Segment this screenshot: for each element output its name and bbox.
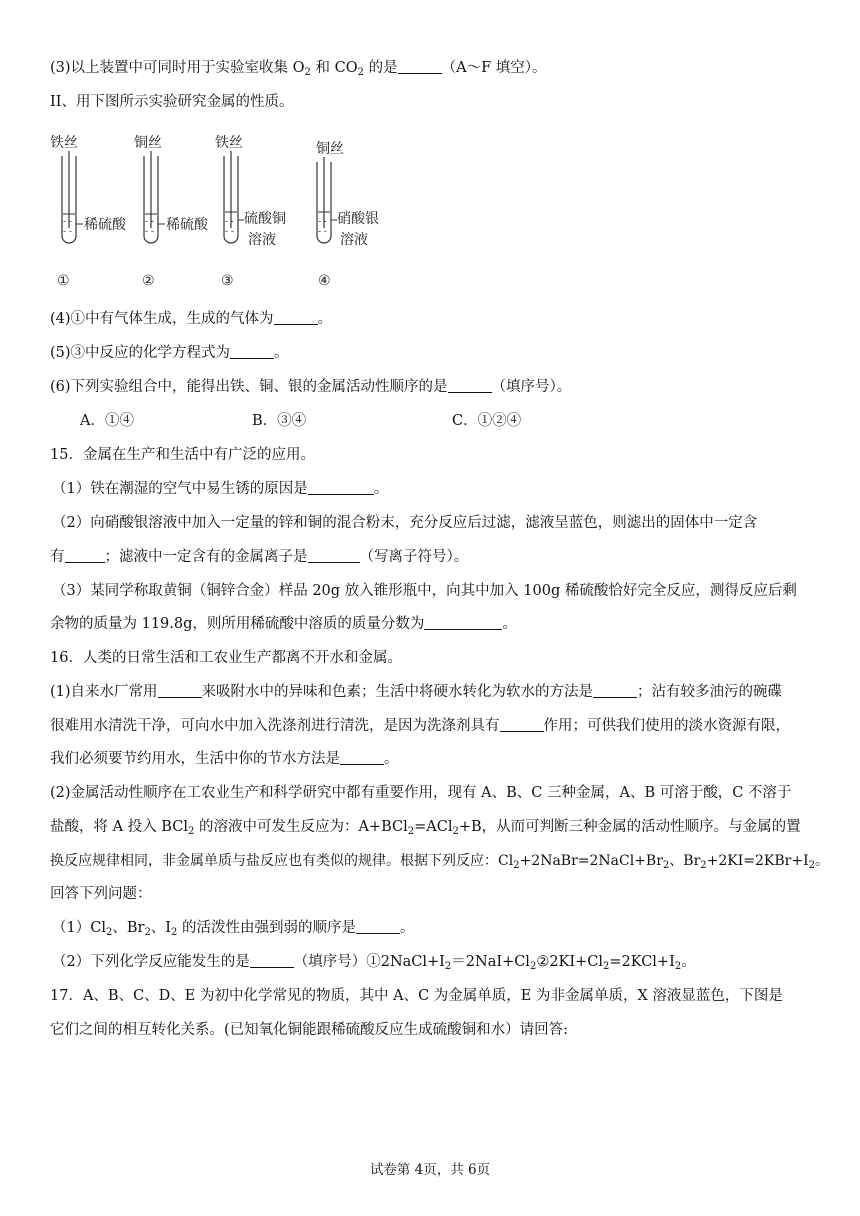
q6-line: (6)下列实验组合中，能得出铁、铜、银的金属活动性顺序的是 （填序号）。 [50,379,572,395]
svg-text:- -: - - [145,227,154,237]
page-footer: 试卷第 4页，共 6页 [369,1162,491,1178]
part2-heading: II、用下图所示实验研究金属的性质。 [50,94,294,110]
answer-blank[interactable] [500,717,544,732]
q6-option-a: A．①④ [80,413,134,429]
q16-line3: 我们必须要节约用水，生活中你的节水方法是 。 [50,751,399,767]
answer-blank[interactable] [274,310,318,325]
tube-3-solution-label: 硫酸铜 [244,211,286,227]
tube-3-wire-label: 铁丝 [215,135,243,151]
tube-2-number: ② [142,273,155,289]
answer-blank[interactable] [593,683,637,698]
test-tube-4 [316,140,379,289]
svg-text:- -: - - [63,217,72,227]
q3-line: (3)以上装置中可同时用于实验室收集 $O_2$ 和 $CO_2$ 的是 （A～F 填空）。 [50,60,547,78]
q6-option-c: C．①②④ [452,413,522,429]
answer-blank[interactable] [308,548,360,563]
q15-part2-line1: （2）向硝酸银溶液中加入一定量的锌和铜的混合粉末，充分反应后过滤，滤液呈蓝色，则滤出的固体中一定含 [52,515,758,531]
svg-text:- -: - - [225,217,234,227]
answer-blank[interactable] [230,344,274,359]
q16-line7: 回答下列问题： [50,886,152,902]
tube-1-number: ① [57,273,70,289]
svg-text:- -: - - [145,217,154,227]
answer-blank[interactable] [398,59,442,74]
svg-text:- -: - - [318,227,327,237]
q15-stem: 15．金属在生产和生活中有广泛的应用。 [50,447,315,463]
q16-line9: （2）下列化学反应能发生的是 （填序号）$①2NaCl+I_2=2NaI+Cl_2②2KI+Cl_2=2KCl+I_2$。 [52,954,696,972]
tube-4-solution-label-2: 溶液 [340,232,368,248]
test-tube-3 [215,134,286,289]
answer-blank[interactable] [65,548,105,563]
q16-line6: 换反应规律相同，非金属单质与盐反应也有类似的规律。根据下列反应：$Cl_2+2NaBr=2NaCl+Br_2$、$Br_2+2KI=2KBr+I_2$。 [50,853,829,871]
q17-line1: 17．A、B、C、D、E 为初中化学常见的物质，其中 A、C 为金属单质，E 为非金属单质，X 溶液显蓝色，下图是 [50,988,783,1004]
q15-part3-line2: 余物的质量为 119.8g，则所用稀硫酸中溶质的质量分数为 。 [50,616,517,632]
q15-part3-line1: （3）某同学称取黄铜（铜锌合金）样品 20g 放入锥形瓶中，向其中加入 100g 稀硫酸恰好完全反应，测得反应后剩 [52,583,797,599]
tube-2-wire-label: 铜丝 [134,135,162,151]
tube-4-wire-label: 铜丝 [316,141,344,157]
tube-1-solution-label: 稀硫酸 [84,217,126,233]
q5-line: (5)③中反应的化学方程式为 。 [50,345,289,361]
q16-stem: 16．人类的日常生活和工农业生产都离不开水和金属。 [50,650,402,666]
answer-blank[interactable] [356,919,400,934]
tube-3-solution-label-2: 溶液 [248,232,276,248]
answer-blank[interactable] [308,480,374,495]
test-tube-figure [48,128,398,293]
q16-line4: (2)金属活动性顺序在工农业生产和科学研究中都有重要作用，现有 A、B、C 三种金属，A、B 可溶于酸，C 不溶于 [50,785,792,801]
q16-line2: 很难用水清洗干净，可向水中加入洗涤剂进行清洗，是因为洗涤剂具有 作用；可供我们使用的淡水资源有限， [50,718,790,734]
q17-line2: 它们之间的相互转化关系。(已知氧化铜能跟稀硫酸反应生成硫酸铜和水）请回答: [50,1022,569,1038]
tube-1-wire-label: 铁丝 [50,135,78,151]
q15-part2-line2: 有 ；滤液中一定含有的金属离子是 （写离子符号）。 [50,549,469,565]
tube-2-solution-label: 稀硫酸 [166,217,208,233]
test-tube-1 [50,134,127,289]
tube-4-solution-label: 硝酸银 [337,211,379,227]
svg-text:- -: - - [63,227,72,237]
tube-3-number: ③ [221,273,234,289]
q16-line8: $(1)Cl_2$、$Br_2$、$I_2$ 的活泼性由强到弱的顺序是 。 [52,920,415,938]
q16-line1: (1)自来水厂常用 来吸附水中的异味和色素；生活中将硬水转化为软水的方法是 ；沾有较多油污的碗碟 [50,684,783,700]
answer-blank[interactable] [448,378,492,393]
q15-part1: （1）铁在潮湿的空气中易生锈的原因是 。 [52,481,389,497]
answer-blank[interactable] [250,953,294,968]
q6-option-b: B．③④ [252,413,307,429]
tube-4-number: ④ [318,273,331,289]
q16-line5: 盐酸，将 A 投入 BCl$_2$ 的溶液中可发生反应为：A+BCl$_2$=ACl$_2$+B，从而可判断三种金属的活动性顺序。与金属的置 [50,819,801,837]
answer-blank[interactable] [340,750,384,765]
test-tube-2 [134,134,209,289]
answer-blank[interactable] [424,615,502,630]
svg-text:- -: - - [318,217,327,227]
q4-line: (4)①中有气体生成，生成的气体为 。 [50,311,333,327]
svg-text:- -: - - [225,227,234,237]
answer-blank[interactable] [158,683,202,698]
